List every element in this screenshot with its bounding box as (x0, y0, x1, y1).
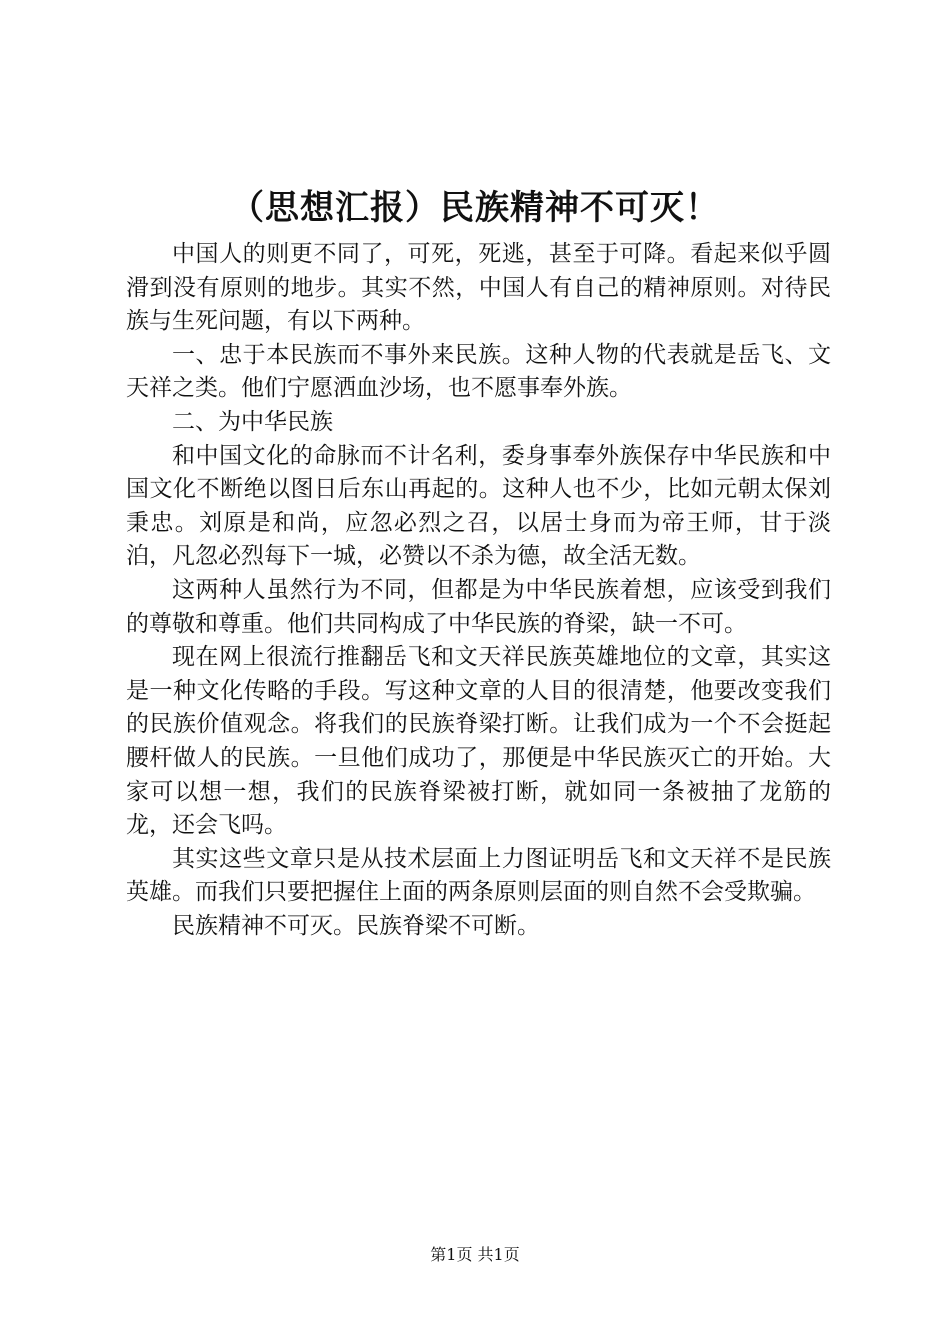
page-footer: 第1页 共1页 (430, 1245, 520, 1264)
document-title: （思想汇报）民族精神不可灭！ (230, 188, 720, 228)
paragraph: 一、忠于本民族而不事外来民族。这种人物的代表就是岳飞、文天祥之类。他们宁愿洒血沙场，也不愿事奉外族。 (126, 341, 831, 402)
paragraph: 二、为中华民族 (172, 408, 333, 435)
paragraph: 和中国文化的命脉而不计名利，委身事奉外族保存中华民族和中国文化不断绝以图日后东山再起的。这种人也不少，比如元朝太保刘秉忠。刘原是和尚，应忽必烈之召，以居士身而为帝王师，甘于淡泊，凡忽必烈每下一城，必赞以不杀为德，故全活无数。 (126, 442, 831, 570)
paragraph: 现在网上很流行推翻岳飞和文天祥民族英雄地位的文章，其实这是一种文化传略的手段。写这种文章的人目的很清楚，他要改变我们的民族价值观念。将我们的民族脊梁打断。让我们成为一个不会挺起腰杆做人的民族。一旦他们成功了，那便是中华民族灭亡的开始。大家可以想一想，我们的民族脊梁被打断，就如同一条被抽了龙筋的龙，还会飞吗。 (126, 644, 831, 839)
paragraph: 其实这些文章只是从技术层面上力图证明岳飞和文天祥不是民族英雄。而我们只要把握住上面的两条原则层面的则自然不会受欺骗。 (126, 845, 831, 906)
document-body (126, 238, 831, 943)
paragraph: 这两种人虽然行为不同，但都是为中华民族着想，应该受到我们的尊敬和尊重。他们共同构成了中华民族的脊梁，缺一不可。 (126, 576, 831, 637)
paragraph: 民族精神不可灭。民族脊梁不可断。 (172, 912, 540, 939)
paragraph: 中国人的则更不同了，可死，死逃，甚至于可降。看起来似乎圆滑到没有原则的地步。其实不然，中国人有自己的精神原则。对待民族与生死问题，有以下两种。 (126, 241, 831, 335)
